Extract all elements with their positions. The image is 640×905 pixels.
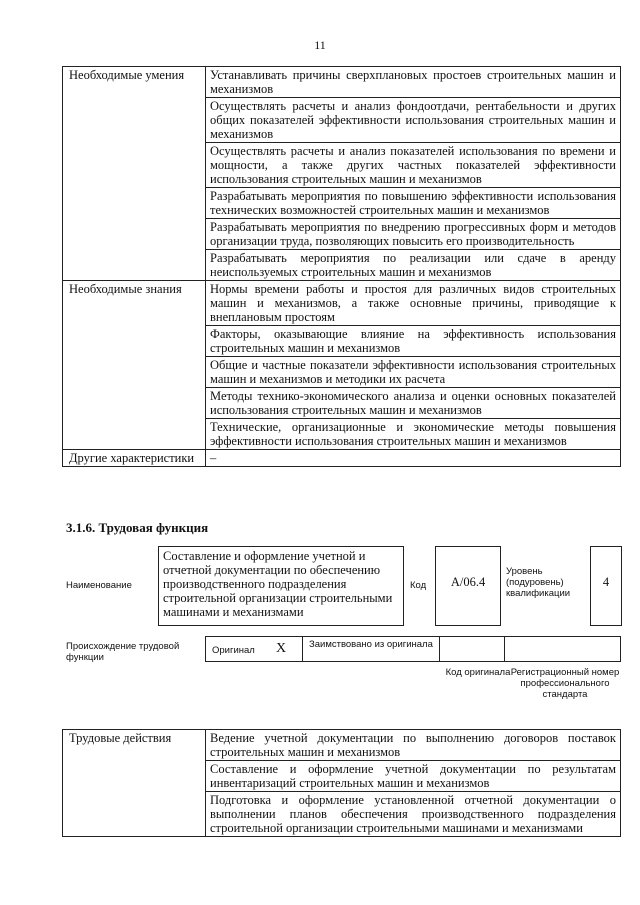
skill-item: Разрабатывать мероприятия по повышению эффективности использования технических возможностей строительных машин и механизмов	[206, 188, 621, 219]
name-label: Наименование	[66, 580, 132, 591]
table-row	[63, 730, 621, 761]
skill-item: Осуществлять расчеты и анализ показателей использования по времени и мощности, а также других частных показателей эффективности использования строительных машин и механизмов	[206, 143, 621, 188]
work-actions-table	[62, 729, 621, 837]
function-code-box: A/06.4	[435, 546, 501, 626]
skill-item: Устанавливать причины сверхплановых простоев строительных машин и механизмов	[206, 67, 621, 98]
borrowed-cell	[302, 636, 440, 662]
table-row	[63, 450, 621, 467]
knowledge-item: Факторы, оказывающие влияние на эффективность использования строительных машин и механизмов	[206, 326, 621, 357]
other-item: –	[206, 450, 621, 467]
original-label: Оригинал	[212, 645, 255, 656]
origin-label: Происхождение трудовой функции	[66, 641, 180, 663]
code-label: Код	[410, 580, 427, 591]
page-number: 11	[314, 38, 326, 52]
knowledge-item: Технические, организационные и экономические методы повышения эффективности использования строительных машин и механизмов	[206, 419, 621, 450]
knowledge-item: Общие и частные показатели эффективности использования строительных машин и механизмов и методики их расчета	[206, 357, 621, 388]
table-row	[63, 67, 621, 98]
skill-item: Разрабатывать мероприятия по внедрению прогрессивных форм и методов организации труда, позволяющих повысить его производительность	[206, 219, 621, 250]
row-label-skills: Необходимые умения	[63, 67, 206, 281]
skill-item: Разрабатывать мероприятия по реализации или сдаче в аренду неиспользуемых строительных машин и механизмов	[206, 250, 621, 281]
original-mark: X	[276, 641, 287, 656]
origin-row	[205, 636, 621, 662]
code-caption: Код оригинала	[445, 667, 511, 678]
table-row	[63, 281, 621, 326]
knowledge-item: Нормы времени работы и простоя для различных видов строительных машин и механизмов, а также основные причины, приводящие к внеплановым простоям	[206, 281, 621, 326]
row-label-knowledge: Необходимые знания	[63, 281, 206, 450]
section-title: 3.1.6. Трудовая функция	[66, 520, 209, 535]
action-item: Ведение учетной документации по выполнению договоров поставок строительных машин и механизмов	[206, 730, 621, 761]
action-item: Подготовка и оформление установленной отчетной документации о выполнении планов обеспечения производственного подразделения строительной организации строительными машинами и механизмами	[206, 792, 621, 837]
original-code-cell	[439, 636, 505, 662]
row-label-actions: Трудовые действия	[63, 730, 206, 837]
original-cell	[205, 636, 303, 662]
row-label-other: Другие характеристики	[63, 450, 206, 467]
reg-number-cell	[504, 636, 621, 662]
qualification-level-box: 4	[590, 546, 622, 626]
skills-knowledge-table	[62, 66, 621, 467]
skill-item: Осуществлять расчеты и анализ фондоотдачи, рентабельности и других общих показателей эффективности использования строительных машин и механизмов	[206, 98, 621, 143]
borrowed-label: Заимствовано из оригинала	[309, 639, 433, 650]
level-label: Уровень (подуровень) квалификации	[506, 566, 571, 599]
knowledge-item: Методы технико-экономического анализа и оценки основных показателей использования строительных машин и механизмов	[206, 388, 621, 419]
function-name-box: Составление и оформление учетной и отчетной документации по обеспечению производственного подразделения строительной организации строительными машинами и механизмами	[158, 546, 404, 626]
action-item: Составление и оформление учетной документации по результатам инвентаризаций строительных машин и механизмов	[206, 761, 621, 792]
reg-caption: Регистрационный номер профессионального стандарта	[510, 667, 620, 700]
